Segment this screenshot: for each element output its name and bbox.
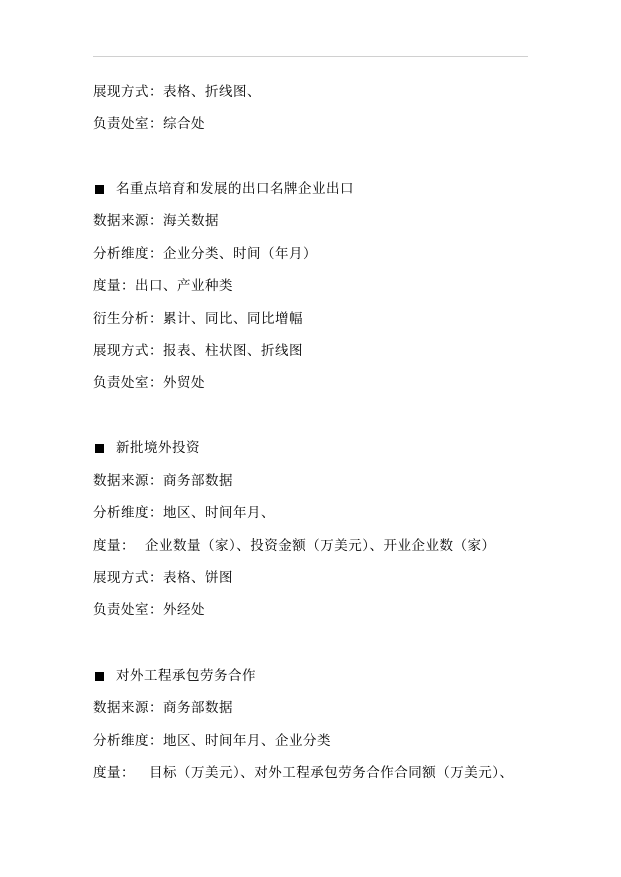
measure-value: 企业数量（家）、投资金额（万美元）、开业企业数（家）: [145, 538, 496, 554]
measure-value: 出口、产业种类: [135, 278, 233, 294]
section2-source-line: [93, 472, 233, 490]
section2-measure-line: [93, 537, 496, 555]
section2-title: 新批境外投资: [116, 440, 200, 456]
display-label: 展现方式：: [93, 84, 163, 100]
square-bullet-icon: [95, 672, 104, 681]
square-bullet-icon: [95, 185, 104, 194]
section1-source-line: [93, 212, 219, 230]
dimension-value: 企业分类、时间（年月）: [163, 246, 317, 262]
section2-office-line: [93, 601, 205, 619]
section1-dimension-line: [93, 245, 317, 263]
section2-dimension-line: [93, 504, 275, 522]
section0-office-line: [93, 115, 205, 133]
section1-heading: [93, 180, 354, 198]
source-value: 商务部数据: [163, 473, 233, 489]
dimension-label: 分析维度：: [93, 733, 163, 749]
measure-value: 目标（万美元）、对外工程承包劳务合作合同额（万美元）、: [149, 765, 514, 781]
display-value: 表格、饼图: [163, 570, 233, 586]
dimension-value: 地区、时间年月、企业分类: [163, 733, 331, 749]
measure-label: 度量：: [93, 538, 135, 554]
section1-measure-line: [93, 277, 233, 295]
derived-label: 衍生分析：: [93, 311, 163, 327]
office-value: 外经处: [163, 602, 205, 618]
office-value: 外贸处: [163, 375, 205, 391]
section2-display-line: [93, 569, 233, 587]
section3-measure-line: [93, 764, 514, 782]
office-label: 负责处室：: [93, 375, 163, 391]
office-value: 综合处: [163, 116, 205, 132]
display-label: 展现方式：: [93, 570, 163, 586]
square-bullet-icon: [95, 444, 104, 453]
section3-dimension-line: [93, 732, 331, 750]
display-value: 报表、柱状图、折线图: [163, 343, 303, 359]
source-label: 数据来源：: [93, 213, 163, 229]
section2-heading: [93, 439, 200, 457]
source-label: 数据来源：: [93, 473, 163, 489]
dimension-label: 分析维度：: [93, 505, 163, 521]
dimension-value: 地区、时间年月、: [163, 505, 275, 521]
section1-office-line: [93, 374, 205, 392]
source-label: 数据来源：: [93, 700, 163, 716]
dimension-label: 分析维度：: [93, 246, 163, 262]
display-label: 展现方式：: [93, 343, 163, 359]
section1-derived-line: [93, 310, 303, 328]
section3-title: 对外工程承包劳务合作: [116, 668, 256, 684]
header-divider: [93, 56, 528, 57]
section1-display-line: [93, 342, 303, 360]
measure-label: 度量：: [93, 765, 135, 781]
section0-display-line: [93, 83, 261, 101]
measure-label: 度量：: [93, 278, 135, 294]
office-label: 负责处室：: [93, 602, 163, 618]
display-value: 表格、折线图、: [163, 84, 261, 100]
section3-source-line: [93, 699, 233, 717]
derived-value: 累计、同比、同比增幅: [163, 311, 303, 327]
section1-title: 名重点培育和发展的出口名牌企业出口: [116, 181, 354, 197]
source-value: 商务部数据: [163, 700, 233, 716]
office-label: 负责处室：: [93, 116, 163, 132]
source-value: 海关数据: [163, 213, 219, 229]
section3-heading: [93, 667, 256, 685]
